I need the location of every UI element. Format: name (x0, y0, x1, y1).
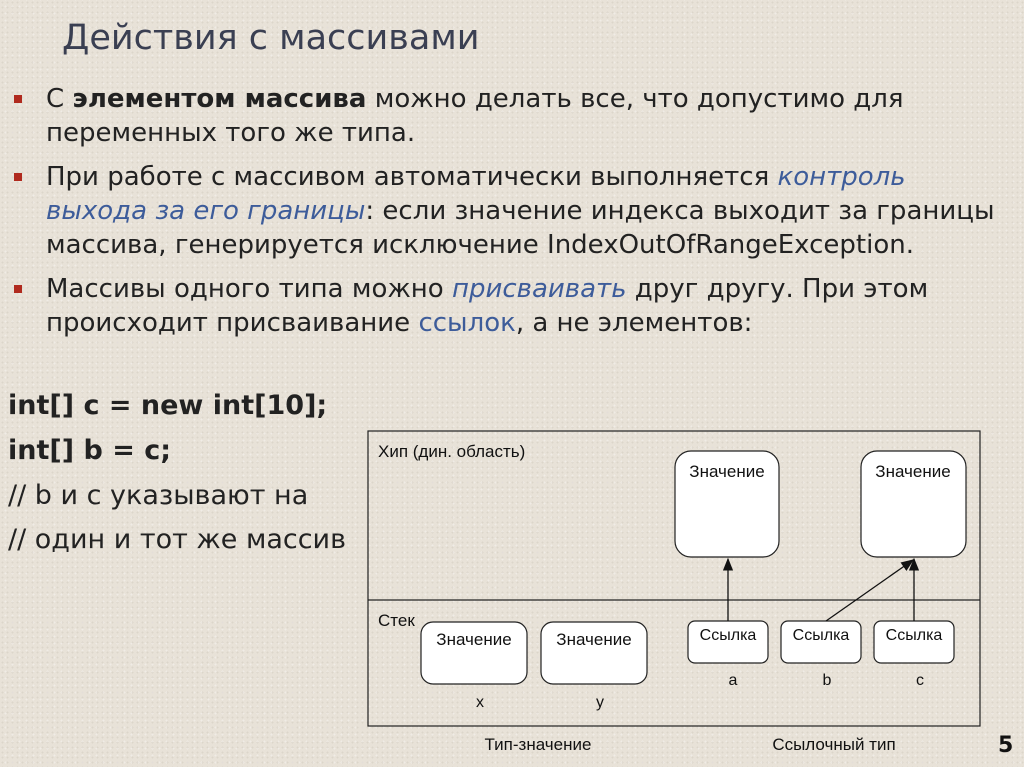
bullet-3-accent-2: ссылок (418, 308, 516, 338)
code-comment-1: // b и с указывают на (8, 480, 309, 511)
stack-ref-b-label: Ссылка (792, 627, 850, 644)
var-c-label: c (916, 672, 924, 689)
stack-value-y-label: Значение (556, 630, 632, 649)
bullet-1-text-a: С (46, 84, 73, 114)
heap-object-a-label: Значение (689, 462, 765, 481)
slide-title: Действия с массивами (62, 18, 480, 58)
heap-label: Хип (дин. область) (378, 442, 526, 461)
page-number: 5 (998, 733, 1014, 758)
var-b-label: b (822, 672, 832, 689)
code-line-1: int[] c = new int[10]; (8, 390, 328, 421)
var-x-label: x (476, 694, 484, 711)
bullet-1-bold: элементом массива (72, 84, 367, 114)
arrow-b-to-heap (826, 560, 913, 621)
bullet-2-text-a: При работе с массивом автоматически выполняется (46, 162, 778, 192)
bullet-3-text-c: , а не элементов: (515, 308, 753, 338)
stack-value-x-label: Значение (436, 630, 512, 649)
bullet-2-text-b: : если значение индекса выходит за границы массива, генерируется исключение IndexOutOfRangeException. (46, 196, 995, 260)
bullet-3-text-b: друг другу. При этом происходит присваивание (46, 274, 929, 338)
stack-ref-a-label: Ссылка (699, 627, 757, 644)
bullet-3-accent: присваивать (451, 274, 627, 304)
var-y-label: y (596, 694, 604, 711)
bullet-3-text-a: Массивы одного типа можно (46, 274, 452, 304)
code-comment-2: // один и тот же массив (8, 524, 347, 555)
bullet-2-accent: контроль выхода за его границы (46, 162, 906, 226)
bullet-1-text-b: можно делать все, что допустимо для переменных того же типа. (46, 84, 904, 148)
stack-ref-c-label: Ссылка (885, 627, 943, 644)
caption-value-type: Тип-значение (484, 735, 592, 754)
stack-label: Стек (378, 611, 415, 630)
var-a-label: a (728, 672, 738, 689)
caption-reference-type: Ссылочный тип (772, 735, 896, 754)
code-line-2: int[] b = c; (8, 435, 172, 466)
heap-object-b-label: Значение (875, 462, 951, 481)
